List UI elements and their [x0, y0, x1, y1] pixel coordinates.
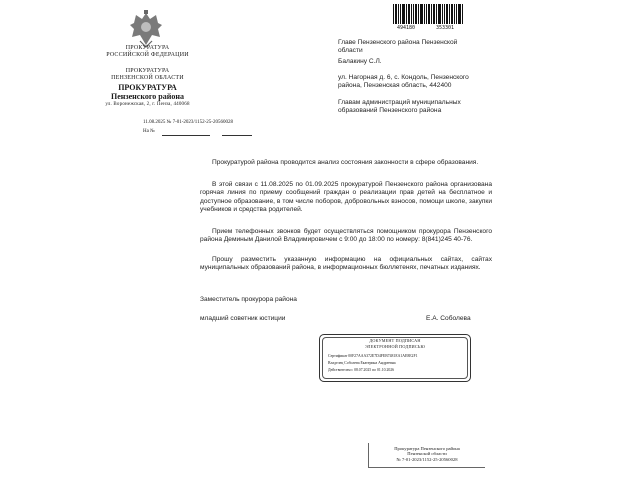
header-address: ул. Воронежская, 2, г. Пенза, 440068 [105, 102, 190, 107]
header-line4: ПЕНЗЕНСКОЙ ОБЛАСТИ [111, 75, 184, 81]
header-line6: Пензенского района [111, 92, 184, 101]
paragraph-2-text: В этой связи с 11.08.2025 по 01.09.2025 прокуратурой Пензенского района организована горячая линия по приему сообщений граждан о реализации прав детей на бесплатное и доступное образование, в том числе поборов, добровольных взносов, помощи школе, закупки учебников и средства родителей. [200, 181, 492, 213]
paragraph-1 [200, 159, 492, 167]
no-label: На № [143, 129, 155, 134]
header-line5: ПРОКУРАТУРА [118, 83, 177, 92]
footer-registration [382, 446, 472, 462]
barcode-number-2: 353301 [436, 25, 455, 31]
stamp-owner: Владелец Соболева Екатерина Андреевна [328, 361, 396, 365]
paragraph-4 [200, 256, 492, 273]
paragraph-4-text: Прошу разместить указанную информацию на официальных сайтах, сайтах муниципальных образований района, в информационных бюллетенях, печатных изданиях. [200, 256, 492, 272]
header-line2: РОССИЙСКОЙ ФЕДЕРАЦИИ [106, 52, 189, 58]
registration-number: 11.08.2025 № 7-01-2023/1152-25-20560028 [143, 120, 233, 125]
coat-of-arms-icon [128, 9, 164, 49]
stamp-title-2: ЭЛЕКТРОННОЙ ПОДПИСЬЮ [364, 344, 426, 349]
reference-line-2 [222, 129, 252, 136]
signer-name: Е.А. Соболева [426, 315, 471, 322]
signer-rank: младший советник юстиции [200, 315, 286, 322]
digital-signature-stamp [319, 334, 471, 382]
stamp-certificate: Сертификат 00F27AAA372E7D4FEB7481EA1AE8E2F1 [328, 354, 418, 358]
barcode-number-1: 494180 [397, 25, 416, 31]
stamp-title-1: ДОКУМЕНТ ПОДПИСАН [369, 338, 421, 343]
barcode-icon [393, 4, 463, 24]
registration-reference [143, 129, 155, 134]
header-line3: ПРОКУРАТУРА [125, 68, 170, 74]
addressee-3: Главам администраций муниципальных образований Пензенского района [338, 99, 461, 114]
stamp-validity: Действителен с 08.07.2025 по 01.10.2026 [328, 368, 395, 372]
addressee-address: ул. Нагорная д. 6, с. Кондоль, Пензенского района, Пензенская область, 442400 [338, 74, 469, 89]
footer-line-1: Прокуратура Пензенского района [394, 446, 460, 451]
reference-line [162, 129, 210, 136]
footer-line-2: Пензенской области [407, 451, 447, 457]
addressee-2: Балакину С.Л. [338, 58, 382, 65]
paragraph-3 [200, 228, 492, 245]
header-line1: ПРОКУРАТУРА [125, 45, 170, 51]
paragraph-2 [200, 181, 492, 214]
signer-position: Заместитель прокурора района [200, 296, 297, 303]
footer-line-3: № 7-01-2023/1152-25-20560028 [396, 456, 458, 462]
paragraph-3-text: Прием телефонных звонков будет осуществляться помощником прокурора Пензенского района Деминым Данилой Владимировичем с 9:00 до 18:00 по номеру: 8(841)245 40-76. [200, 228, 492, 244]
addressee-1: Главе Пензенского района Пензенской области [338, 39, 458, 54]
paragraph-1-text: Прокуратурой района проводится анализ состояния законности в сфере образования. [212, 159, 479, 166]
